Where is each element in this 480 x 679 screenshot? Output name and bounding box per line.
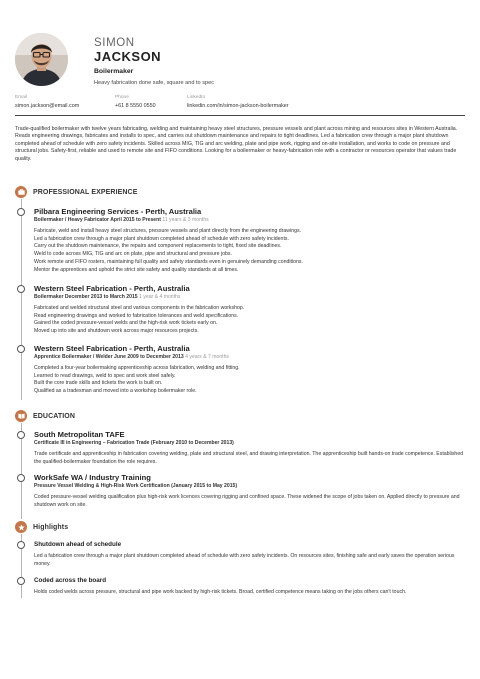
bullet-list [34, 365, 464, 396]
education-description: Coded pressure-vessel welding qualification plus high-risk work licences covering rigging and confined space. These widened the scope of jobs taken on. Applied directly to pressure and shutdown work on site. [34, 494, 460, 508]
job-title: Boilermaker [94, 68, 134, 75]
duration: 11 years & 3 months [162, 217, 209, 223]
list-item: Weld to code across MIG, TIG and arc on plate, pipe and structural and pressure jobs. [34, 251, 232, 258]
experience-entry-1 [34, 207, 464, 274]
highlights-section-header [15, 521, 68, 533]
position-title: Boilermaker / Heavy Fabricator April 2015 to Present [34, 217, 161, 223]
list-item: Completed a four-year boilermaking apprenticeship across fabrication, welding and fitting. [34, 365, 240, 371]
contact-email [15, 95, 79, 110]
experience-section-header [15, 186, 137, 198]
education-section-header [15, 410, 75, 422]
position-title: Apprentice Boilermaker / Welder June 2009 to December 2013 [34, 354, 184, 360]
list-item: Fabricate, weld and install heavy steel structures, pressure vessels and plant directly from the engineering drawings. [34, 228, 302, 234]
highlight-title: Coded across the board [34, 577, 107, 584]
list-item: Learned to read drawings, weld to spec and work steel safely. [34, 372, 176, 379]
education-entry-2 [34, 473, 464, 509]
timeline-dot [17, 285, 25, 293]
summary: Trade-qualified boilermaker with twelve years fabricating, welding and maintaining heavy steel structures, pressure vessels and plant across mining and resources sites in Western Australia. Reads engineering drawings, fabricates and installs to spec, and carries out shutdown maintenance and repairs to tight deadlines. Led a fabrication crew through a major plant shutdown completed ahead of schedule with zero safety incidents. Skilled across MIG, TIG and arc welding, plate and pipe work, rigging and on-site installation, and works to code on pressure and structural jobs. Safety-first, reliable and used to remote site and FIFO conditions. Looking for a boilermaker or heavy-fabrication role with a contractor or resources operator that values trade quality. [15, 126, 458, 162]
employer: Western Steel Fabrication - Perth, Australia [34, 284, 190, 293]
bullet-list [34, 228, 464, 274]
list-item: Led a fabrication crew through a major plant shutdown completed ahead of schedule with zero safety incidents. [34, 235, 289, 242]
list-item: Qualified as a tradesman and moved into a workshop boilermaker role. [34, 388, 197, 395]
contact-label: LinkedIn [187, 95, 206, 100]
highlight-text: Led a fabrication crew through a major plant shutdown completed ahead of schedule with zero safety incidents. On resources sites, finishing safe and early saves the operation serious money. [34, 553, 455, 567]
position [34, 354, 464, 361]
qualification: Pressure Vessel Welding & High-Risk Work Certification (January 2015 to May 2015) [34, 483, 238, 489]
list-item: Work remote and FIFO rosters, maintaining full quality and safety standards even in genuinely demanding conditions. [34, 258, 303, 265]
contact-label: Email [15, 95, 27, 100]
list-item: Fabricated and welded structural steel and various components in the fabrication workshop. [34, 305, 245, 311]
position [34, 217, 464, 224]
list-item: Carry out the shutdown maintenance, the repairs and component replacements to tight, fixed site deadlines. [34, 243, 282, 250]
timeline-dot [17, 577, 25, 585]
timeline-dot [17, 345, 25, 353]
linkedin-link[interactable]: linkedin.com/in/simon-jackson-boilermaker [187, 103, 289, 109]
contact-phone [115, 95, 156, 110]
highlight-entry-2 [34, 577, 464, 597]
star-icon [15, 521, 27, 533]
list-item: Gained the coded pressure-vessel welds and the high-risk work tickets early on. [34, 320, 218, 327]
position [34, 294, 464, 301]
employer: Western Steel Fabrication - Perth, Australia [34, 344, 190, 353]
briefcase-icon [15, 186, 27, 198]
experience-entry-3 [34, 344, 464, 396]
education-entry-1 [34, 430, 464, 466]
timeline-dot [17, 208, 25, 216]
qualification: Certificate III in Engineering – Fabrication Trade (February 2010 to December 2013) [34, 440, 234, 446]
highlight-title: Shutdown ahead of schedule [34, 541, 122, 548]
book-icon [15, 410, 27, 422]
education-section-title: EDUCATION [33, 412, 75, 420]
institution: South Metropolitan TAFE [34, 430, 125, 439]
timeline-dot [17, 541, 25, 549]
highlight-text: Holds coded welds across pressure, structural and pipe work backed by high-risk tickets. Broad, certified competence means taking on the jobs others can't touch. [34, 589, 407, 595]
contact-linkedin [187, 95, 289, 110]
resume-header [15, 33, 465, 91]
header-divider [15, 115, 465, 116]
bullet-list [34, 305, 464, 336]
highlights-section-title: Highlights [33, 523, 69, 531]
education-description: Trade certificate and apprenticeship in fabrication covering welding, plate and structural steel, and drawing interpretation. The apprenticeship built hands-on trade competence. Established the qualified-boilermaker foundation the role requires. [34, 451, 464, 465]
contact-row [15, 95, 465, 111]
position-title: Boilermaker December 2013 to March 2015 [34, 294, 138, 300]
last-name: JACKSON [94, 49, 162, 64]
list-item: Mentor the apprentices and uphold the strict site safety and quality standards at all times. [34, 266, 239, 273]
institution: WorkSafe WA / Industry Training [34, 473, 151, 482]
experience-timeline [21, 199, 22, 400]
contact-label: Phone [115, 95, 129, 100]
employer: Pilbara Engineering Services - Perth, Australia [34, 207, 202, 216]
avatar-portrait-icon [15, 33, 68, 86]
duration: 1 year & 4 months [139, 294, 181, 300]
tagline: Heavy fabrication done safe, square and to spec [94, 80, 215, 86]
experience-section-title: PROFESSIONAL EXPERIENCE [33, 188, 138, 196]
first-name: SIMON [94, 37, 135, 49]
timeline-dot [17, 431, 25, 439]
experience-entry-2 [34, 284, 464, 336]
list-item: Built the core trade skills and tickets the work is built on. [34, 380, 163, 387]
list-item: Read engineering drawings and worked to fabrication tolerances and weld specifications. [34, 312, 239, 319]
highlight-entry-1 [34, 541, 464, 568]
email-link[interactable]: simon.jackson@email.com [15, 103, 80, 109]
duration: 4 years & 7 months [185, 354, 229, 360]
avatar [15, 33, 68, 86]
list-item: Moved up into site and shutdown work across major resources projects. [34, 328, 199, 335]
timeline-dot [17, 474, 25, 482]
phone-link[interactable]: +61 8 5550 0550 [115, 103, 156, 109]
